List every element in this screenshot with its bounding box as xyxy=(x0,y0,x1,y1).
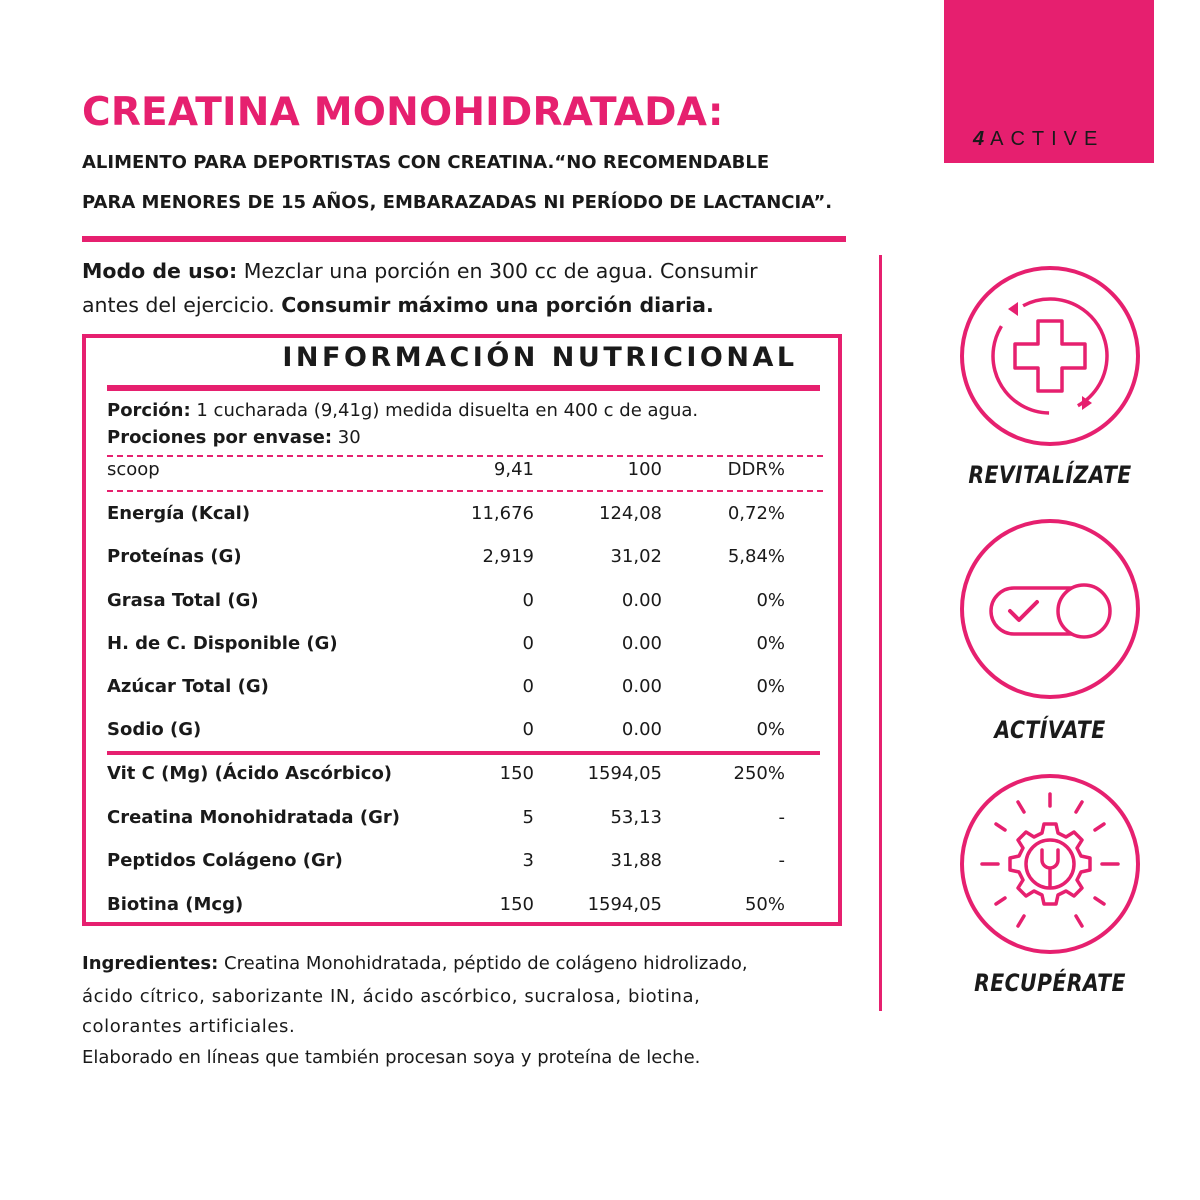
row-v3: - xyxy=(778,850,785,871)
row-v3: 0% xyxy=(756,719,785,740)
medical-cross-icon xyxy=(958,264,1142,448)
row-v1: 0 xyxy=(522,676,534,697)
row-v3: 250% xyxy=(733,763,785,784)
header-name: scoop xyxy=(107,459,160,480)
portion-text: 1 cucharada (9,41g) medida disuelta en 400 c de agua. xyxy=(190,400,699,421)
row-v2: 0.00 xyxy=(621,590,662,611)
row-v2: 53,13 xyxy=(610,807,662,828)
brand-name: ACTIVE xyxy=(990,128,1105,150)
row-name: Energía (Kcal) xyxy=(107,503,251,524)
nutrition-title-text: INFORMACIÓN NUTRICIONAL xyxy=(282,342,798,373)
usage-emphasis: Consumir máximo una porción diaria. xyxy=(281,293,714,317)
row-v3: 0% xyxy=(756,676,785,697)
benefit-label-recover: RECUPÉRATE xyxy=(974,969,1126,997)
ingredients-line-3: colorantes artificiales. xyxy=(82,1016,296,1037)
row-v3: - xyxy=(778,807,785,828)
table-row xyxy=(107,807,787,837)
row-name: Azúcar Total (G) xyxy=(107,676,269,697)
table-row xyxy=(107,763,787,793)
row-v2: 1594,05 xyxy=(587,894,662,915)
table-row xyxy=(107,894,787,924)
row-v2: 0.00 xyxy=(621,719,662,740)
row-v3: 50% xyxy=(744,894,785,915)
row-name: Sodio (G) xyxy=(107,719,202,740)
row-name: H. de C. Disponible (G) xyxy=(107,633,338,654)
row-v1: 0 xyxy=(522,590,534,611)
benefit-label-revitalize: REVITALÍZATE xyxy=(968,461,1132,489)
allergen-notice: Elaborado en líneas que también procesan soya y proteína de leche. xyxy=(82,1047,701,1068)
table-row xyxy=(107,850,787,880)
row-v3: 0,72% xyxy=(727,503,785,524)
header-v1: 9,41 xyxy=(493,459,534,480)
usage-text-1: Mezclar una porción en 300 cc de agua. Consumir xyxy=(237,259,758,283)
gear-wrench-icon xyxy=(958,772,1142,956)
row-name: Biotina (Mcg) xyxy=(107,894,244,915)
row-v2: 1594,05 xyxy=(587,763,662,784)
row-v3: 5,84% xyxy=(727,546,785,567)
row-v1: 5 xyxy=(522,807,534,828)
brand-logo xyxy=(973,128,1104,151)
row-v1: 0 xyxy=(522,633,534,654)
ingredients-label: Ingredientes: xyxy=(82,953,219,974)
row-name: Vit C (Mg) (Ácido Ascórbico) xyxy=(107,763,393,784)
usage-label: Modo de uso: xyxy=(82,259,238,283)
header-v3: DDR% xyxy=(727,459,785,480)
ingredients-line-1 xyxy=(82,953,748,974)
row-v2: 0.00 xyxy=(621,676,662,697)
table-row xyxy=(107,676,787,706)
row-name: Grasa Total (G) xyxy=(107,590,259,611)
row-v2: 31,02 xyxy=(610,546,662,567)
portion-info xyxy=(107,400,698,421)
table-row xyxy=(107,546,787,576)
row-name: Proteínas (G) xyxy=(107,546,242,567)
row-v2: 0.00 xyxy=(621,633,662,654)
row-v1: 3 xyxy=(522,850,534,871)
usage-line-2 xyxy=(82,293,714,317)
row-v1: 150 xyxy=(499,894,534,915)
nutrition-panel xyxy=(82,334,842,926)
warning-line-2: PARA MENORES DE 15 AÑOS, EMBARAZADAS NI PERÍODO DE LACTANCIA”. xyxy=(82,192,833,213)
row-v1: 11,676 xyxy=(471,503,534,524)
header-v2: 100 xyxy=(627,459,662,480)
row-v1: 0 xyxy=(522,719,534,740)
servings-text: 30 xyxy=(332,427,361,448)
table-row xyxy=(107,590,787,620)
row-name: Peptidos Colágeno (Gr) xyxy=(107,850,343,871)
row-v1: 150 xyxy=(499,763,534,784)
dashed-divider-1 xyxy=(107,455,823,457)
row-v1: 2,919 xyxy=(482,546,534,567)
divider-top xyxy=(82,236,846,242)
brand-mark: 4 xyxy=(973,128,985,150)
table-header-row xyxy=(107,459,787,489)
nutrition-section-divider xyxy=(107,751,820,755)
table-row xyxy=(107,633,787,663)
usage-text-2: antes del ejercicio. xyxy=(82,293,282,317)
table-row xyxy=(107,503,787,533)
servings-info xyxy=(107,427,361,448)
benefit-label-activate: ACTÍVATE xyxy=(994,716,1106,744)
row-v3: 0% xyxy=(756,633,785,654)
product-title: CREATINA MONOHIDRATADA: xyxy=(82,90,724,135)
nutrition-title-divider xyxy=(107,385,820,391)
portion-label: Porción: xyxy=(107,400,191,421)
ingredients-text-1: Creatina Monohidratada, péptido de colágeno hidrolizado, xyxy=(218,953,748,974)
table-row xyxy=(107,719,787,749)
row-v2: 124,08 xyxy=(599,503,662,524)
row-v2: 31,88 xyxy=(610,850,662,871)
row-name: Creatina Monohidratada (Gr) xyxy=(107,807,400,828)
row-v3: 0% xyxy=(756,590,785,611)
vertical-divider xyxy=(879,255,882,1011)
ingredients-line-2: ácido cítrico, saborizante IN, ácido ascórbico, sucralosa, biotina, xyxy=(82,986,701,1007)
toggle-check-icon xyxy=(958,517,1142,701)
warning-line-1: ALIMENTO PARA DEPORTISTAS CON CREATINA.“NO RECOMENDABLE xyxy=(82,152,770,173)
dashed-divider-2 xyxy=(107,490,823,492)
usage-line-1 xyxy=(82,259,758,283)
servings-label: Prociones por envase: xyxy=(107,427,333,448)
